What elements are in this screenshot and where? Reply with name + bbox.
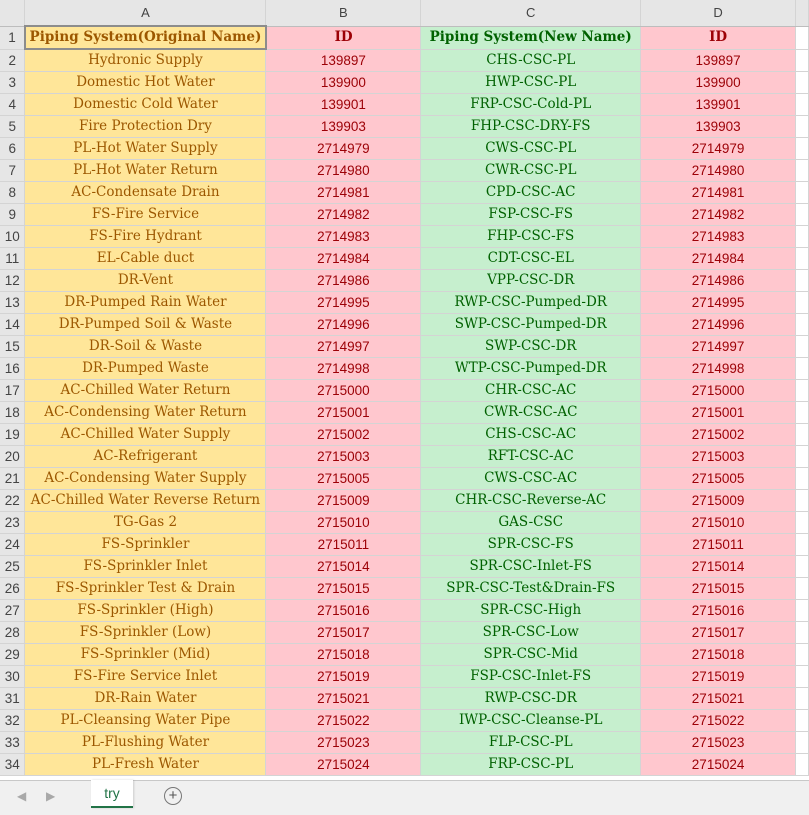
select-all-corner[interactable] [0,0,25,26]
table-row [0,732,809,754]
new-id-cell[interactable]: 2715024 [641,754,796,776]
new-id-cell[interactable]: 2714979 [641,138,796,160]
table-row [0,600,809,622]
original-name-cell[interactable]: DR-Vent [25,270,266,292]
new-id-cell[interactable]: 2714984 [641,248,796,270]
new-id-cell[interactable]: 2715003 [641,446,796,468]
header-id-new-cell[interactable]: ID [641,26,796,49]
id-cell[interactable]: 139903 [266,116,421,138]
new-name-cell[interactable]: HWP-CSC-PL [421,72,641,94]
new-name-cell[interactable]: CHS-CSC-PL [421,49,641,72]
empty-cell[interactable] [795,512,808,534]
id-cell[interactable]: 2715016 [266,600,421,622]
id-cell[interactable]: 2714982 [266,204,421,226]
table-row [0,622,809,644]
table-row [0,314,809,336]
empty-cell[interactable] [795,754,808,776]
plus-circle-icon[interactable]: + [164,787,182,805]
new-name-cell[interactable]: SWP-CSC-DR [421,336,641,358]
original-name-cell[interactable]: FS-Fire Service [25,204,266,226]
new-id-cell[interactable]: 139903 [641,116,796,138]
id-cell[interactable]: 2715015 [266,578,421,600]
row-header[interactable]: 32 [0,710,25,732]
row-header[interactable]: 4 [0,94,25,116]
id-cell[interactable]: 2715014 [266,556,421,578]
original-name-cell[interactable]: Hydronic Supply [25,49,266,72]
row-header[interactable]: 26 [0,578,25,600]
table-row [0,72,809,94]
empty-cell[interactable] [795,204,808,226]
new-name-cell[interactable]: VPP-CSC-DR [421,270,641,292]
row-header[interactable]: 34 [0,754,25,776]
empty-cell[interactable] [795,314,808,336]
original-name-cell[interactable]: DR-Pumped Rain Water [25,292,266,314]
empty-cell[interactable] [795,622,808,644]
table-row [0,402,809,424]
column-header-e[interactable] [795,0,808,26]
table-row [0,358,809,380]
new-name-cell[interactable]: FSP-CSC-FS [421,204,641,226]
new-name-cell[interactable]: CHS-CSC-AC [421,424,641,446]
id-cell[interactable]: 139900 [266,72,421,94]
new-id-cell[interactable]: 2714981 [641,182,796,204]
original-name-cell[interactable]: FS-Sprinkler Test & Drain [25,578,266,600]
row-header[interactable]: 9 [0,204,25,226]
new-id-cell[interactable]: 2714995 [641,292,796,314]
row-header[interactable]: 6 [0,138,25,160]
table-row [0,754,809,776]
new-name-cell[interactable]: WTP-CSC-Pumped-DR [421,358,641,380]
original-name-cell[interactable]: FS-Sprinkler Inlet [25,556,266,578]
original-name-cell[interactable]: AC-Refrigerant [25,446,266,468]
new-name-cell[interactable]: FSP-CSC-Inlet-FS [421,666,641,688]
id-cell[interactable]: 139901 [266,94,421,116]
table-row [0,512,809,534]
new-id-cell[interactable]: 2715010 [641,512,796,534]
new-name-cell[interactable]: SPR-CSC-Mid [421,644,641,666]
new-id-cell[interactable]: 2715019 [641,666,796,688]
new-name-cell[interactable]: SPR-CSC-FS [421,534,641,556]
table-row [0,160,809,182]
row-header[interactable]: 11 [0,248,25,270]
table-row [0,490,809,512]
row-header[interactable]: 29 [0,644,25,666]
id-cell[interactable]: 139897 [266,49,421,72]
row-header[interactable]: 12 [0,270,25,292]
empty-cell[interactable] [795,556,808,578]
new-name-cell[interactable]: RWP-CSC-DR [421,688,641,710]
row-header[interactable]: 13 [0,292,25,314]
original-name-cell[interactable]: Fire Protection Dry [25,116,266,138]
new-id-cell[interactable]: 2715018 [641,644,796,666]
empty-cell[interactable] [795,116,808,138]
table-row [0,556,809,578]
new-name-cell[interactable]: RWP-CSC-Pumped-DR [421,292,641,314]
table-row [0,424,809,446]
id-cell[interactable]: 2714981 [266,182,421,204]
new-id-cell[interactable]: 2715011 [641,534,796,556]
id-cell[interactable]: 2715001 [266,402,421,424]
new-name-cell[interactable]: SPR-CSC-Inlet-FS [421,556,641,578]
header-new-name-cell[interactable]: Piping System(New Name) [421,26,641,49]
empty-cell[interactable] [795,600,808,622]
table-row [0,380,809,402]
chevron-left-icon[interactable]: ◀ [17,789,27,803]
row-header[interactable]: 31 [0,688,25,710]
original-name-cell[interactable]: TG-Gas 2 [25,512,266,534]
header-original-name-cell[interactable]: Piping System(Original Name) [25,26,266,49]
original-name-cell[interactable]: PL-Flushing Water [25,732,266,754]
new-id-cell[interactable]: 2715001 [641,402,796,424]
new-id-cell[interactable]: 2715017 [641,622,796,644]
id-cell[interactable]: 2714986 [266,270,421,292]
empty-cell[interactable] [795,292,808,314]
row-header[interactable]: 30 [0,666,25,688]
new-id-cell[interactable]: 2715005 [641,468,796,490]
empty-cell[interactable] [795,446,808,468]
empty-cell[interactable] [795,26,808,49]
empty-cell[interactable] [795,666,808,688]
empty-cell[interactable] [795,270,808,292]
new-id-cell[interactable]: 2715000 [641,380,796,402]
row-header[interactable]: 1 [0,26,25,49]
original-name-cell[interactable]: FS-Sprinkler (Mid) [25,644,266,666]
new-name-cell[interactable]: CHR-CSC-AC [421,380,641,402]
row-header[interactable]: 3 [0,72,25,94]
chevron-right-icon[interactable]: ▶ [46,789,56,803]
new-name-cell[interactable]: SWP-CSC-Pumped-DR [421,314,641,336]
empty-cell[interactable] [795,732,808,754]
empty-cell[interactable] [795,468,808,490]
original-name-cell[interactable]: Domestic Hot Water [25,72,266,94]
row-header[interactable]: 28 [0,622,25,644]
new-name-cell[interactable]: RFT-CSC-AC [421,446,641,468]
new-name-cell[interactable]: FRP-CSC-PL [421,754,641,776]
table-row [0,182,809,204]
row-header[interactable]: 7 [0,160,25,182]
new-id-cell[interactable]: 139900 [641,72,796,94]
id-cell[interactable]: 2715000 [266,380,421,402]
new-id-cell[interactable]: 2715022 [641,710,796,732]
table-row [0,248,809,270]
id-cell[interactable]: 2715009 [266,490,421,512]
empty-cell[interactable] [795,644,808,666]
column-header-a[interactable]: A [25,0,266,26]
id-cell[interactable]: 2715021 [266,688,421,710]
id-cell[interactable]: 2715018 [266,644,421,666]
original-name-cell[interactable]: FS-Fire Hydrant [25,226,266,248]
new-name-cell[interactable]: FHP-CSC-FS [421,226,641,248]
table-row [0,666,809,688]
row-header[interactable]: 19 [0,424,25,446]
table-row [0,94,809,116]
new-name-cell[interactable]: FHP-CSC-DRY-FS [421,116,641,138]
empty-cell[interactable] [795,49,808,72]
table-row [0,49,809,72]
original-name-cell[interactable]: DR-Pumped Waste [25,358,266,380]
row-header[interactable]: 20 [0,446,25,468]
empty-cell[interactable] [795,160,808,182]
original-name-cell[interactable]: AC-Chilled Water Reverse Return [25,490,266,512]
original-name-cell[interactable]: DR-Pumped Soil & Waste [25,314,266,336]
table-row [0,578,809,600]
id-cell[interactable]: 2715024 [266,754,421,776]
new-name-cell[interactable]: CHR-CSC-Reverse-AC [421,490,641,512]
original-name-cell[interactable]: PL-Hot Water Supply [25,138,266,160]
empty-cell[interactable] [795,424,808,446]
new-id-cell[interactable]: 2715002 [641,424,796,446]
empty-cell[interactable] [795,226,808,248]
row-header[interactable]: 21 [0,468,25,490]
original-name-cell[interactable]: Domestic Cold Water [25,94,266,116]
id-cell[interactable]: 2715011 [266,534,421,556]
new-name-cell[interactable]: FLP-CSC-PL [421,732,641,754]
id-cell[interactable]: 2715023 [266,732,421,754]
sheet-tab-bar [0,780,809,815]
new-name-cell[interactable]: FRP-CSC-Cold-PL [421,94,641,116]
row-header[interactable]: 17 [0,380,25,402]
table-row [0,226,809,248]
id-cell[interactable]: 2715019 [266,666,421,688]
id-cell[interactable]: 2715017 [266,622,421,644]
new-name-cell[interactable]: CWR-CSC-AC [421,402,641,424]
empty-cell[interactable] [795,402,808,424]
new-name-cell[interactable]: CWS-CSC-AC [421,468,641,490]
id-cell[interactable]: 2715005 [266,468,421,490]
id-cell[interactable]: 2714995 [266,292,421,314]
new-name-cell[interactable]: SPR-CSC-Low [421,622,641,644]
table-row [0,292,809,314]
new-id-cell[interactable]: 2715014 [641,556,796,578]
empty-cell[interactable] [795,138,808,160]
table-row [0,270,809,292]
new-name-cell[interactable]: GAS-CSC [421,512,641,534]
empty-cell[interactable] [795,182,808,204]
row-header[interactable]: 8 [0,182,25,204]
column-header-d[interactable]: D [641,0,796,26]
column-header-row [0,0,809,26]
row-header[interactable]: 14 [0,314,25,336]
row-header[interactable]: 33 [0,732,25,754]
table-row [0,336,809,358]
table-row [0,688,809,710]
original-name-cell[interactable]: AC-Condensate Drain [25,182,266,204]
new-id-cell[interactable]: 2714996 [641,314,796,336]
row-header[interactable]: 27 [0,600,25,622]
new-id-cell[interactable]: 139901 [641,94,796,116]
original-name-cell[interactable]: DR-Soil & Waste [25,336,266,358]
empty-cell[interactable] [795,248,808,270]
empty-cell[interactable] [795,490,808,512]
row-header[interactable]: 25 [0,556,25,578]
empty-cell[interactable] [795,72,808,94]
original-name-cell[interactable]: FS-Sprinkler [25,534,266,556]
id-cell[interactable]: 2714983 [266,226,421,248]
id-cell[interactable]: 2714998 [266,358,421,380]
new-id-cell[interactable]: 2714980 [641,160,796,182]
original-name-cell[interactable]: FS-Sprinkler (High) [25,600,266,622]
column-header-c[interactable]: C [421,0,641,26]
new-id-cell[interactable]: 2715023 [641,732,796,754]
new-id-cell[interactable]: 2715015 [641,578,796,600]
empty-cell[interactable] [795,336,808,358]
new-id-cell[interactable]: 2715021 [641,688,796,710]
original-name-cell[interactable]: PL-Cleansing Water Pipe [25,710,266,732]
empty-cell[interactable] [795,710,808,732]
original-name-cell[interactable]: PL-Fresh Water [25,754,266,776]
row-header[interactable]: 24 [0,534,25,556]
id-cell[interactable]: 2715002 [266,424,421,446]
table-row [0,446,809,468]
new-name-cell[interactable]: IWP-CSC-Cleanse-PL [421,710,641,732]
empty-cell[interactable] [795,578,808,600]
original-name-cell[interactable]: EL-Cable duct [25,248,266,270]
original-name-cell[interactable]: AC-Chilled Water Supply [25,424,266,446]
new-name-cell[interactable]: SPR-CSC-High [421,600,641,622]
new-name-cell[interactable]: SPR-CSC-Test&Drain-FS [421,578,641,600]
original-name-cell[interactable]: FS-Sprinkler (Low) [25,622,266,644]
table-row [0,644,809,666]
empty-cell[interactable] [795,534,808,556]
row-header[interactable]: 10 [0,226,25,248]
column-header-b[interactable]: B [266,0,421,26]
new-name-cell[interactable]: CWR-CSC-PL [421,160,641,182]
id-cell[interactable]: 2714997 [266,336,421,358]
table-row [0,534,809,556]
original-name-cell[interactable]: AC-Chilled Water Return [25,380,266,402]
id-cell[interactable]: 2715010 [266,512,421,534]
new-id-cell[interactable]: 2714997 [641,336,796,358]
original-name-cell[interactable]: DR-Rain Water [25,688,266,710]
table-row [0,710,809,732]
empty-cell[interactable] [795,358,808,380]
id-cell[interactable]: 2714996 [266,314,421,336]
table-header-row [0,26,809,49]
id-cell[interactable]: 2715003 [266,446,421,468]
empty-cell[interactable] [795,380,808,402]
original-name-cell[interactable]: AC-Condensing Water Return [25,402,266,424]
row-header[interactable]: 16 [0,358,25,380]
id-cell[interactable]: 2714980 [266,160,421,182]
new-id-cell[interactable]: 2714998 [641,358,796,380]
new-name-cell[interactable]: CPD-CSC-AC [421,182,641,204]
sheet-tab-try[interactable]: try [91,780,133,808]
table-row [0,468,809,490]
table-row [0,116,809,138]
original-name-cell[interactable]: AC-Condensing Water Supply [25,468,266,490]
id-cell[interactable]: 2714984 [266,248,421,270]
empty-cell[interactable] [795,94,808,116]
header-id-cell[interactable]: ID [266,26,421,49]
row-header[interactable]: 23 [0,512,25,534]
original-name-cell[interactable]: FS-Fire Service Inlet [25,666,266,688]
original-name-cell[interactable]: PL-Hot Water Return [25,160,266,182]
row-header[interactable]: 5 [0,116,25,138]
new-id-cell[interactable]: 2715009 [641,490,796,512]
new-id-cell[interactable]: 2715016 [641,600,796,622]
row-header[interactable]: 22 [0,490,25,512]
new-name-cell[interactable]: CWS-CSC-PL [421,138,641,160]
new-id-cell[interactable]: 2714986 [641,270,796,292]
row-header[interactable]: 18 [0,402,25,424]
id-cell[interactable]: 2714979 [266,138,421,160]
row-header[interactable]: 15 [0,336,25,358]
empty-cell[interactable] [795,688,808,710]
new-id-cell[interactable]: 2714982 [641,204,796,226]
new-id-cell[interactable]: 2714983 [641,226,796,248]
new-name-cell[interactable]: CDT-CSC-EL [421,248,641,270]
new-id-cell[interactable]: 139897 [641,49,796,72]
row-header[interactable]: 2 [0,49,25,72]
table-row [0,138,809,160]
table-row [0,204,809,226]
id-cell[interactable]: 2715022 [266,710,421,732]
